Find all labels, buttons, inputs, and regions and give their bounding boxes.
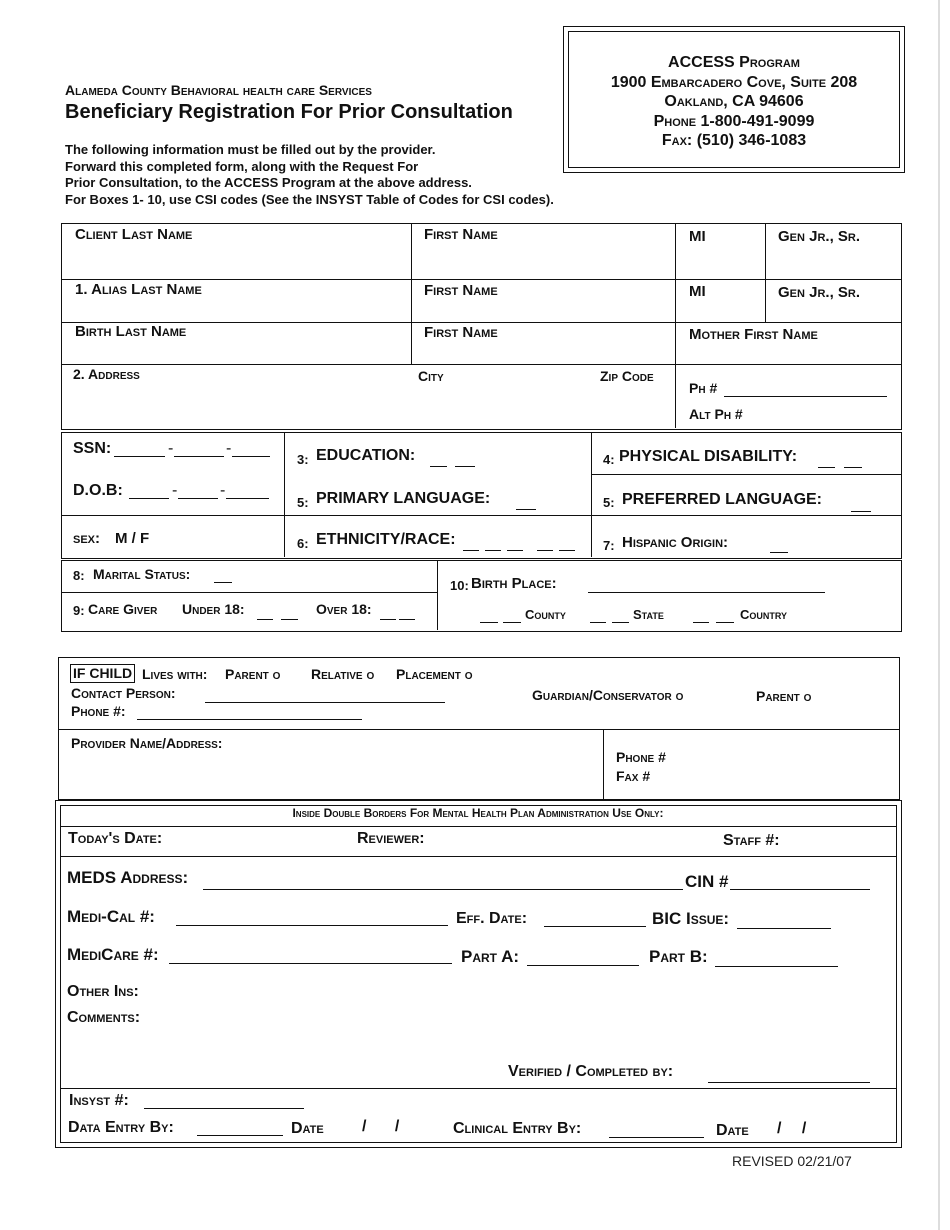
form-title: Beneficiary Registration For Prior Consultation xyxy=(65,101,513,123)
ssn-field-2[interactable] xyxy=(174,442,224,457)
if-child-box: IF CHILD xyxy=(70,664,135,683)
contact-person-field[interactable] xyxy=(205,688,445,703)
ethnicity-label: ETHNICITY/RACE: xyxy=(316,531,456,548)
clinical-entry-label: Clinical Entry By: xyxy=(453,1120,582,1137)
provider-phone-label: Phone # xyxy=(616,749,666,765)
primary-language-label: PRIMARY LANGUAGE: xyxy=(316,490,491,507)
sex-label: sex: xyxy=(73,530,101,547)
education-label: EDUCATION: xyxy=(316,447,416,464)
guardian-parent-option[interactable]: Parent o xyxy=(756,688,812,704)
education-number: 3: xyxy=(297,452,309,467)
client-gen-label: Gen Jr., Sr. xyxy=(778,228,861,245)
over-18-field-1[interactable] xyxy=(380,605,396,620)
dob-field-1[interactable] xyxy=(129,484,169,499)
part-b-label: Part B: xyxy=(649,947,708,966)
physical-disability-label: PHYSICAL DISABILITY: xyxy=(619,448,798,465)
agency-name: Alameda County Behavioral health care Services xyxy=(65,82,372,98)
access-city: Oakland, CA 94606 xyxy=(664,93,804,110)
child-phone-field[interactable] xyxy=(137,705,362,720)
country-label: Country xyxy=(740,607,788,622)
phone-field[interactable] xyxy=(724,382,887,397)
lives-with-label: Lives with: xyxy=(142,666,208,682)
ethnicity-field-2[interactable] xyxy=(485,536,501,551)
contact-person-label: Contact Person: xyxy=(71,685,176,701)
primary-language-number: 5: xyxy=(297,495,309,510)
birth-last-name-label: Birth Last Name xyxy=(75,323,187,340)
under-18-field-2[interactable] xyxy=(281,605,298,620)
under-18-label: Under 18: xyxy=(182,601,245,617)
hispanic-number: 7: xyxy=(603,538,615,553)
instructions xyxy=(65,142,554,208)
primary-language-field[interactable] xyxy=(516,495,536,510)
phone-label: Ph # xyxy=(689,380,718,396)
dob-field-2[interactable] xyxy=(178,484,218,499)
address-label: 2. Address xyxy=(73,366,140,382)
marital-number: 8: xyxy=(73,568,85,583)
revised-date: REVISED 02/21/07 xyxy=(732,1153,852,1169)
alias-mi-label: MI xyxy=(689,283,706,300)
state-label: State xyxy=(633,607,664,622)
country-field-1[interactable] xyxy=(693,608,709,623)
dob-field-3[interactable] xyxy=(226,484,269,499)
insyst-field[interactable] xyxy=(144,1094,304,1109)
data-entry-date-label: Date xyxy=(291,1120,324,1137)
insyst-label: Insyst #: xyxy=(69,1092,129,1109)
zip-code-label: Zip Code xyxy=(600,368,654,384)
reviewer-label: Reviewer: xyxy=(357,830,425,847)
state-field-1[interactable] xyxy=(590,608,606,623)
care-giver-label: Care Giver xyxy=(88,601,158,617)
guardian-conservator-option[interactable]: Guardian/Conservator o xyxy=(532,687,684,703)
staff-number-label: Staff #: xyxy=(723,832,780,849)
instruction-line: The following information must be filled out by the provider. xyxy=(65,142,436,157)
cin-label: CIN # xyxy=(685,872,729,891)
education-field-2[interactable] xyxy=(455,452,475,467)
provider-name-label: Provider Name/Address: xyxy=(71,735,223,751)
marital-status-field[interactable] xyxy=(214,568,232,583)
marital-status-label: Marital Status: xyxy=(93,566,191,582)
client-mi-label: MI xyxy=(689,228,706,245)
lives-with-parent-option[interactable]: Parent o xyxy=(225,666,281,682)
clinical-entry-field[interactable] xyxy=(609,1123,704,1138)
physical-disability-field-2[interactable] xyxy=(844,453,862,468)
physical-disability-number: 4: xyxy=(603,452,615,467)
dob-label: D.O.B: xyxy=(73,482,123,499)
medi-cal-label: Medi-Cal #: xyxy=(67,907,155,926)
instruction-line: For Boxes 1- 10, use CSI codes (See the INSYST Table of Codes for CSI codes). xyxy=(65,191,554,207)
part-a-label: Part A: xyxy=(461,947,520,966)
clinical-entry-date-label: Date xyxy=(716,1122,749,1139)
country-field-2[interactable] xyxy=(716,608,734,623)
medi-cal-field[interactable] xyxy=(176,911,448,926)
city-label: City xyxy=(418,368,444,384)
bic-issue-field[interactable] xyxy=(737,914,831,929)
under-18-field-1[interactable] xyxy=(257,605,273,620)
cin-field[interactable] xyxy=(730,875,870,890)
state-field-2[interactable] xyxy=(612,608,629,623)
over-18-field-2[interactable] xyxy=(399,605,415,620)
data-entry-label: Data Entry By: xyxy=(68,1119,174,1136)
access-address: 1900 Embarcadero Cove, Suite 208 xyxy=(610,73,858,91)
ssn-field-3[interactable] xyxy=(232,442,270,457)
birth-first-name-label: First Name xyxy=(424,324,498,341)
medicare-field[interactable] xyxy=(169,949,452,964)
child-phone-label: Phone #: xyxy=(71,703,126,719)
birth-place-number: 10: xyxy=(450,578,469,593)
education-field-1[interactable] xyxy=(430,452,447,467)
alias-gen-label: Gen Jr., Sr. xyxy=(778,284,861,301)
county-label: County xyxy=(525,607,566,622)
meds-address-field[interactable] xyxy=(203,873,683,890)
alias-last-name-label: 1. Alias Last Name xyxy=(75,281,202,298)
clinical-entry-date-slashes[interactable]: / / xyxy=(777,1120,807,1137)
other-ins-label: Other Ins: xyxy=(67,983,139,1000)
todays-date-label: Today's Date: xyxy=(68,830,163,847)
data-entry-field[interactable] xyxy=(197,1121,283,1136)
alias-first-name-label: First Name xyxy=(424,282,498,299)
ssn-field-1[interactable] xyxy=(114,442,165,457)
comments-label: Comments: xyxy=(67,1009,141,1026)
ethnicity-field-3[interactable] xyxy=(507,536,523,551)
alt-phone-label: Alt Ph # xyxy=(689,406,743,422)
care-giver-number: 9: xyxy=(73,603,85,618)
verified-completed-field[interactable] xyxy=(708,1066,870,1083)
scan-edge xyxy=(938,0,940,1230)
client-first-name-label: First Name xyxy=(424,226,498,243)
physical-disability-field-1[interactable] xyxy=(818,453,835,468)
county-field-2[interactable] xyxy=(503,608,521,623)
access-phone: Phone 1-800-491-9099 xyxy=(653,112,815,130)
admin-banner: Inside Double Borders For Mental Health Plan Administration Use Only: xyxy=(292,806,664,820)
birth-place-field[interactable] xyxy=(588,578,825,593)
mother-first-name-label: Mother First Name xyxy=(689,326,818,343)
ethnicity-field-1[interactable] xyxy=(463,536,479,551)
bic-issue-label: BIC Issue: xyxy=(652,909,730,928)
birth-place-label: Birth Place: xyxy=(471,575,557,592)
preferred-language-label: PREFERRED LANGUAGE: xyxy=(622,491,823,508)
over-18-label: Over 18: xyxy=(316,601,372,617)
part-b-field[interactable] xyxy=(715,952,838,967)
access-program-box xyxy=(563,26,905,173)
eff-date-label: Eff. Date: xyxy=(456,910,528,927)
meds-address-label: MEDS Address: xyxy=(67,868,189,887)
sex-options[interactable]: M / F xyxy=(115,530,150,547)
ethnicity-number: 6: xyxy=(297,536,309,551)
lives-with-placement-option[interactable]: Placement o xyxy=(396,666,473,682)
hispanic-origin-field[interactable] xyxy=(770,538,788,553)
eff-date-field[interactable] xyxy=(544,912,646,927)
hispanic-origin-label: Hispanic Origin: xyxy=(622,534,729,551)
verified-completed-label: Verified / Completed by: xyxy=(508,1063,674,1080)
preferred-language-field[interactable] xyxy=(851,497,871,512)
provider-fax-label: Fax # xyxy=(616,768,651,784)
lives-with-relative-option[interactable]: Relative o xyxy=(311,666,375,682)
client-last-name-label: Client Last Name xyxy=(75,226,193,243)
medicare-label: MediCare #: xyxy=(67,945,159,964)
instruction-line: Forward this completed form, along with the Request For xyxy=(65,158,419,174)
access-fax: Fax: (510) 346-1083 xyxy=(661,132,807,149)
ethnicity-field-4[interactable] xyxy=(537,536,553,551)
data-entry-date-slashes[interactable]: / / xyxy=(362,1118,400,1135)
instruction-line: Prior Consultation, to the ACCESS Program at the above address. xyxy=(65,175,472,190)
access-program-name: ACCESS Program xyxy=(668,54,800,71)
part-a-field[interactable] xyxy=(527,951,639,966)
county-field-1[interactable] xyxy=(480,608,498,623)
ethnicity-field-5[interactable] xyxy=(559,536,575,551)
preferred-language-number: 5: xyxy=(603,495,615,510)
ssn-label: SSN: xyxy=(73,440,112,457)
